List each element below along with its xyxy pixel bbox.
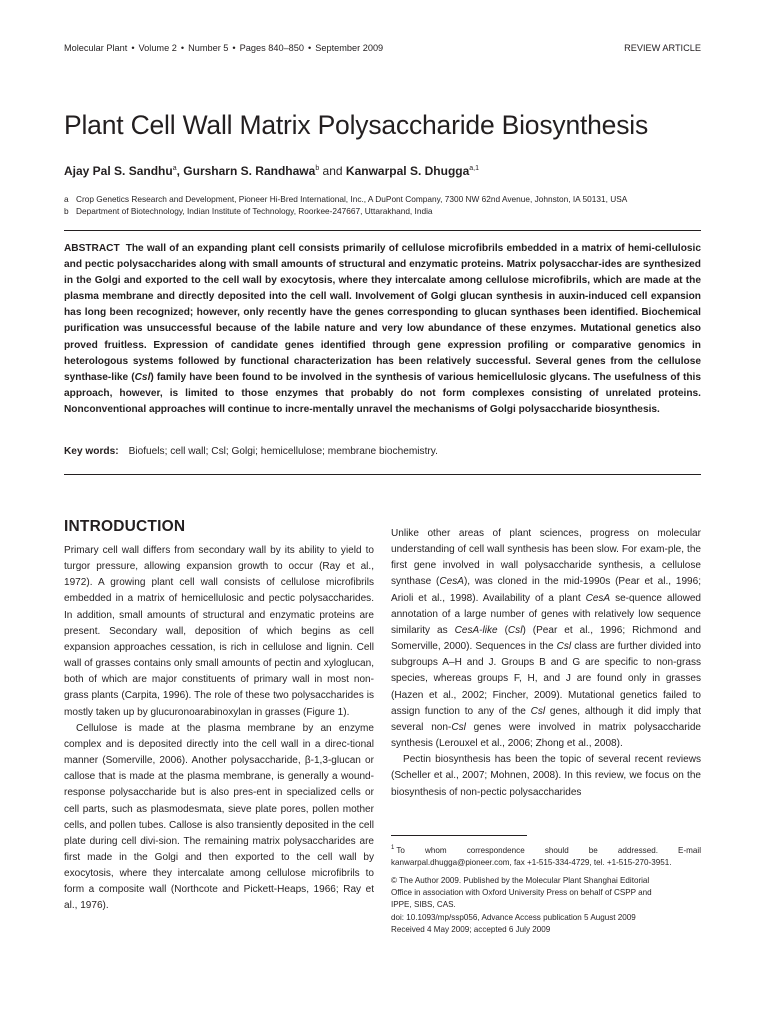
- text-run: ), was cloned in the mid-1990s (Pear et al., 1996; Arioli et al., 1998). Availability of a plant: [391, 576, 701, 604]
- body-column-left: [64, 543, 374, 915]
- body-paragraph: [391, 526, 701, 752]
- gene-name: Csl: [451, 721, 466, 733]
- doi-line: doi: 10.1093/mp/ssp056, Advance Access publication 5 August 2009: [391, 912, 636, 922]
- footnote-marker: 1: [391, 845, 395, 851]
- text-run: class are further divided into subgroups A–H and J. Groups B and G are specific to non-grass species, whereas groups F, H, and J are found only in grasses (Hazen et al., 2002; Fincher, 2009). Mutational genetics failed to assign function to any of the: [391, 641, 701, 717]
- author-name: Kanwarpal S. Dhugga: [345, 164, 470, 178]
- author-affiliation-mark: b: [315, 165, 320, 172]
- correspondence-footnote: [391, 842, 701, 869]
- keywords-label: Key words:: [64, 446, 119, 457]
- author-affiliation-mark: a: [172, 165, 177, 172]
- gene-name: CesA: [439, 576, 464, 588]
- journal-name: Molecular Plant: [64, 43, 128, 53]
- body-paragraph: Primary cell wall differs from secondary wall by its ability to yield to turgor pressure, allowing expansion growth to occur (Ray et al., 1972). A growing plant cell wall consists of cellulose microfibrils embedded in a matrix of hemicellulosic and pectic polysaccharides. In addition, small amounts of structural and enzymatic proteins are present. Secondary wall, deposition of which begins as cell expansion approaches cessation, is rich in cellulose and lignin. Cell wall of grasses contains only small amounts of pectin and xyloglucan, both of which are major constituents of primary wall in most non-grass plants (Carpita, 1996). The role of these two polysaccharides is mostly taken up by glucuronoarabinoxylan in grasses (Figure 1).: [64, 545, 374, 718]
- article-title: Plant Cell Wall Matrix Polysaccharide Biosynthesis: [64, 110, 649, 140]
- journal-number: Number 5: [188, 43, 229, 53]
- received-line: Received 4 May 2009; accepted 6 July 2009: [391, 924, 551, 934]
- text-run: (: [497, 624, 508, 636]
- abstract: ABSTRACT The wall of an expanding plant cell consists primarily of cellulose microfibrils embedded in a matrix of hemi-cellulosic and pectic polysaccharides along with small amounts of structural and enzymatic proteins. Matrix polysacchar-ides are synthesized in the Golgi and exported to the cell wall by exocytosis, where they intercalate among cellulose microfibrils, which are made at the plasma membrane and directly deposited into the cell wall. Involvement of Golgi glucan synthesis in auxin-induced cell expansion has long been recognized; however, only recently have the genes corresponding to glucan synthases been identified. Biochemical purification was unsuccessful because of the labile nature and very low abundance of these enzymes. Mutational genetics also proved fruitless. Expression of candidate genes identified through gene expression profiling or comparative genomics in heterologous systems followed by functional characterization has been relatively successful. Several genes from the cellulose synthase-like (Csl) family have been found to be involved in the synthesis of various hemicellulosic glycans. The usefulness of this approach, however, is limited to those enzymes that probably do not form complexes consisting of unrelated proteins. Nonconventional approaches will continue to incre-mentally unravel the mechanisms of Golgi polysaccharide biosynthesis.: [64, 243, 701, 415]
- copyright-line: IPPE, SIBS, CAS.: [391, 900, 456, 910]
- text-run: se-quence allowed annotation of a large number of genes with relatively low sequence similarity as: [391, 592, 701, 636]
- journal-date: September 2009: [315, 43, 384, 53]
- section-heading-introduction: INTRODUCTION: [64, 518, 186, 535]
- text-run: Unlike other areas of plant sciences, progress on molecular understanding of cell wall synthesis has been slow. For exam-ple, the first gene involved in wall polysaccharide synthesis, a cellulose synthase (: [391, 528, 701, 588]
- gene-name: CesA-like: [454, 624, 498, 636]
- affiliation-text: Department of Biotechnology, Indian Institute of Technology, Roorkee-247667, Uttarakhand, India: [76, 206, 433, 216]
- publication-info: [391, 875, 701, 936]
- body-paragraph: Cellulose is made at the plasma membrane by an enzyme complex and is deposited directly into the cell wall in a direc-tional manner (Somerville, 2006). Another polysaccharide, β-1,3-glucan or callose that is made at the plasma membrane, is generally a wound-response polysaccharide but is also pres-ent in specialized cells or cell parts, such as plasmodesmata, sieve plate pores, pollen mother cells, and pollen tubes. Callose is also transiently deposited in the cell plate during cell divi-sion. The remaining matrix polysaccharides are first made in the Golgi and then exported to the cell wall by exocytosis, where they intercalate among cellulose microfibrils to form a composite wall (Northcote and Pickett-Heaps, 1966; Ray et al., 1976).: [64, 722, 374, 912]
- copyright-line: Office in association with Oxford University Press on behalf of CSPP and: [391, 888, 652, 898]
- journal-citation: Molecular Plant • Volume 2 • Number 5 • Pages 840–850 • September 2009: [64, 43, 384, 53]
- author-list: Ajay Pal S. Sandhu$^a$, Gursharn S. Randhawa$^b$ and Kanwarpal S. Dhugga$^{a,1}$: [64, 164, 480, 178]
- affiliation-item: [64, 193, 627, 205]
- gene-name: Csl: [507, 624, 523, 636]
- abstract-top-rule: [64, 230, 701, 231]
- body-column-right: [391, 526, 701, 801]
- author-name: Gursharn S. Randhawa: [183, 164, 316, 178]
- gene-name: Csl: [556, 641, 572, 653]
- article-type: REVIEW ARTICLE: [624, 43, 701, 53]
- keywords: [64, 446, 438, 457]
- abstract-bottom-rule: [64, 474, 701, 475]
- author-affiliation-mark: a,1: [469, 165, 480, 172]
- gene-name: Csl: [530, 705, 546, 717]
- keywords-text: Biofuels; cell wall; Csl; Golgi; hemicellulose; membrane biochemistry.: [128, 446, 438, 457]
- text-run: ) (Pear et al., 1996; Richmond and Somerville, 2000). Sequences in the: [391, 624, 702, 653]
- affiliations: [64, 193, 627, 217]
- footnote-rule: [391, 835, 527, 836]
- gene-name: CesA: [585, 592, 611, 604]
- affiliation-item: [64, 205, 627, 217]
- abstract-label: ABSTRACT: [64, 243, 120, 254]
- author-name: Ajay Pal S. Sandhu: [64, 164, 173, 178]
- journal-pages: Pages 840–850: [239, 43, 305, 53]
- journal-volume: Volume 2: [138, 43, 177, 53]
- text-run: genes were involved in matrix polysaccharide synthesis (Lerouxel et al., 2006; Zhong et al., 2008).: [391, 721, 701, 750]
- body-paragraph: Pectin biosynthesis has been the topic of several recent reviews (Scheller et al., 2007; Mohnen, 2008). In this review, we focus on the biosynthesis of non-pectic polysaccharides: [391, 754, 701, 798]
- text-run: genes, although it did imply that several non-: [391, 705, 701, 733]
- footnote-text: To whom correspondence should be addressed. E-mail kanwarpal.dhugga@pioneer.com, fax +1-515-334-4729, tel. +1-515-270-3951.: [391, 846, 701, 868]
- copyright-line: © The Author 2009. Published by the Molecular Plant Shanghai Editorial: [391, 876, 650, 885]
- affiliation-label: b: [64, 206, 69, 216]
- running-head: [64, 43, 701, 53]
- affiliation-label: a: [64, 194, 69, 204]
- affiliation-text: Crop Genetics Research and Development, Pioneer Hi-Bred International, Inc., A DuPont Company, 7300 NW 62nd Avenue, Johnston, IA 50131, USA: [76, 194, 628, 204]
